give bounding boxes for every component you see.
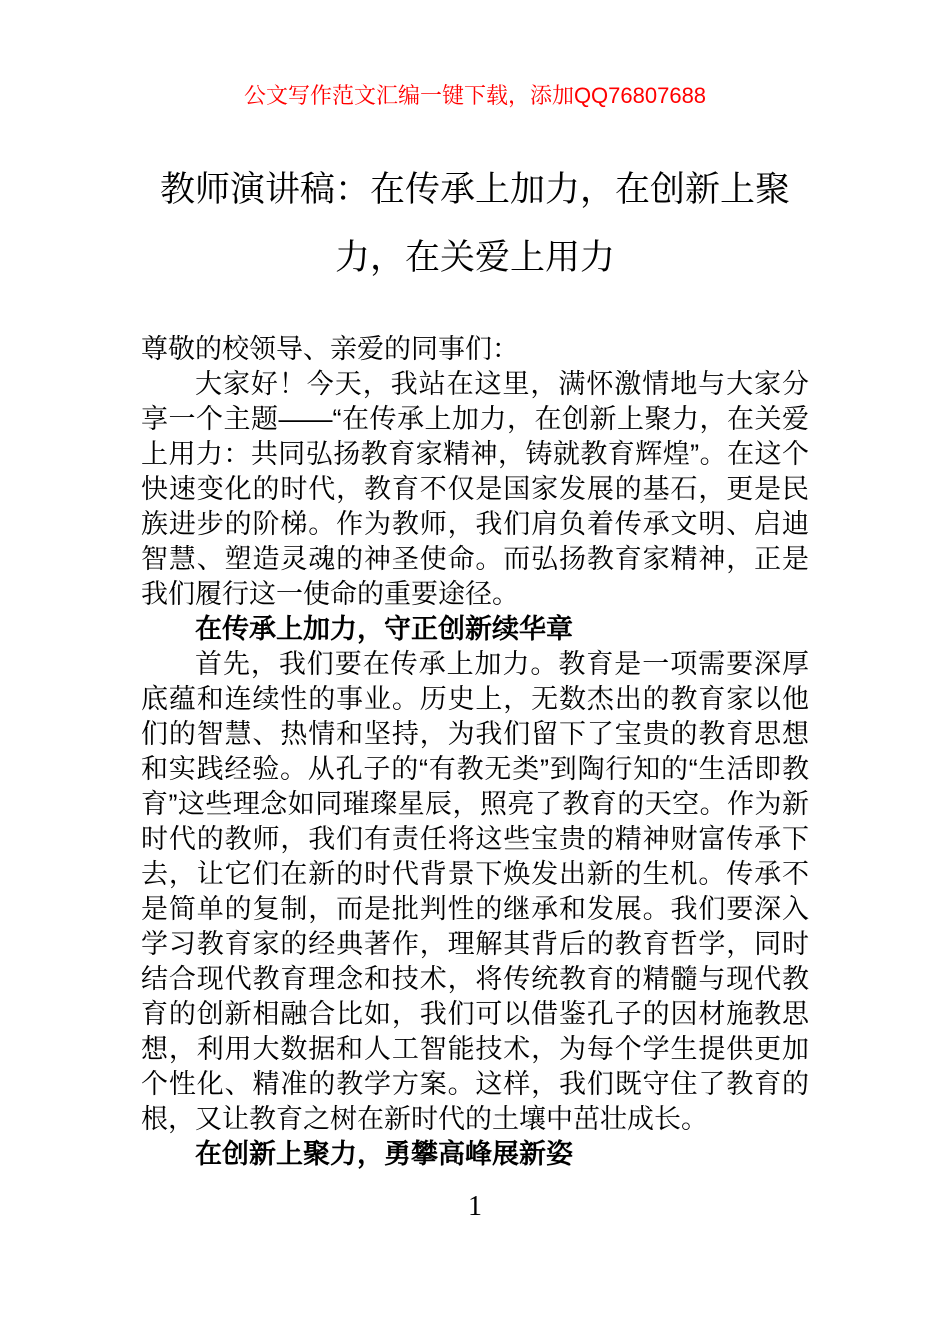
paragraph-inheritance: 首先，我们要在传承上加力。教育是一项需要深厚底蕴和连续性的事业。历史上，无数杰出的教育家以他们的智慧、热情和坚持，为我们留下了宝贵的教育思想和实践经验。从孔子的“有教无类”到陶行知的“生活即教育”这些理念如同璀璨星辰，照亮了教育的天空。作为新时代的教师，我们有责任将这些宝贵的精神财富传承下去，让它们在新的时代背景下焕发出新的生机。传承不是简单的复制，而是批判性的继承和发展。我们要深入学习教育家的经典著作，理解其背后的教育哲学，同时结合现代教育理念和技术，将传统教育的精髓与现代教育的创新相融合比如，我们可以借鉴孔子的因材施教思想，利用大数据和人工智能技术，为每个学生提供更加个性化、精准的教学方案。这样，我们既守住了教育的根，又让教育之树在新时代的土壤中茁壮成长。 [141, 649, 809, 1134]
page-number: 1 [468, 1191, 482, 1222]
document-body [141, 332, 809, 1172]
paragraph-intro: 大家好！今天，我站在这里，满怀激情地与大家分享一个主题——“在传承上加力，在创新上聚力，在关爱上用力：共同弘扬教育家精神，铸就教育辉煌”。在这个快速变化的时代，教育不仅是国家发展的基石，更是民族进步的阶梯。作为教师，我们肩负着传承文明、启迪智慧、塑造灵魂的神圣使命。而弘扬教育家精神，正是我们履行这一使命的重要途径。 [141, 369, 809, 609]
subheading-innovation: 在创新上聚力，勇攀高峰展新姿 [195, 1139, 573, 1169]
promo-banner: 公文写作范文汇编一键下载，添加QQ76807688 [243, 83, 707, 108]
salutation-line: 尊敬的校领导、亲爱的同事们： [141, 334, 519, 364]
page-title: 教师演讲稿：在传承上加力，在创新上聚力，在关爱上用力 [159, 170, 790, 277]
subheading-inheritance: 在传承上加力，守正创新续华章 [195, 614, 573, 644]
